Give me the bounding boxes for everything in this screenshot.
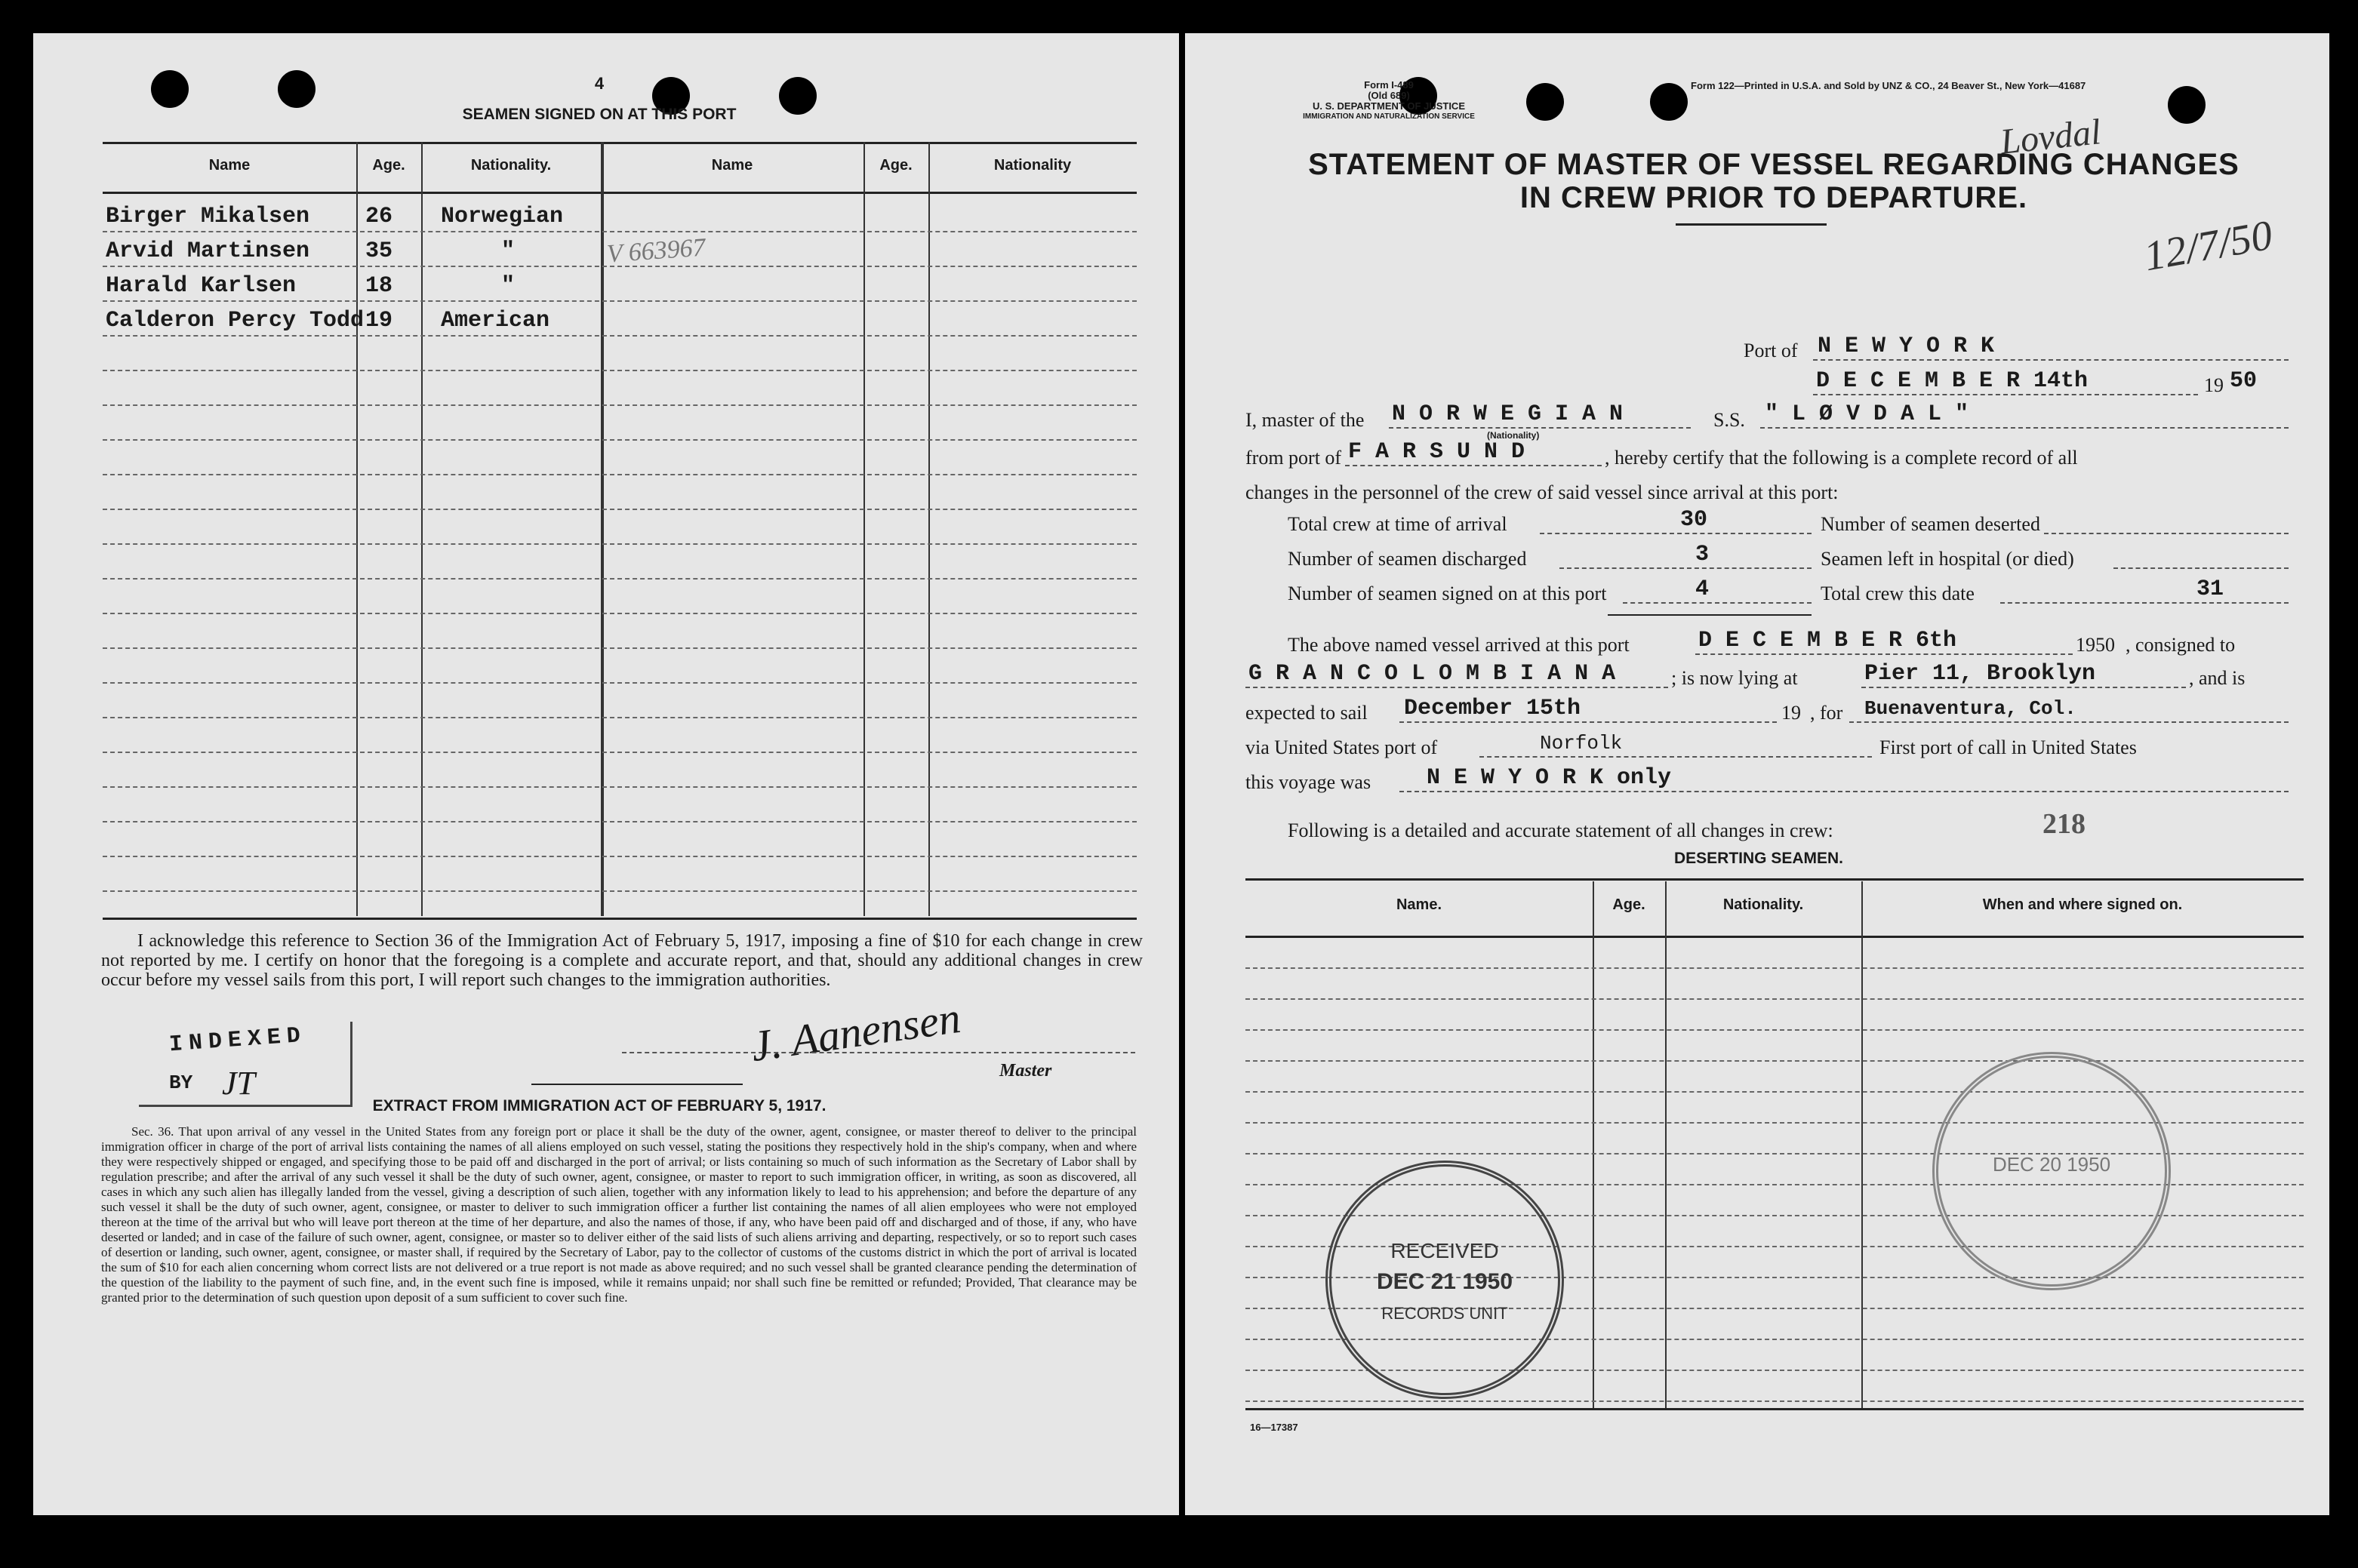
- hospital-fill: [2113, 567, 2289, 569]
- row-rule: [103, 509, 1137, 510]
- nationality-fill: [1389, 427, 1691, 429]
- signature-line: [622, 1052, 1135, 1053]
- following-text: Following is a detailed and accurate statement of all changes in crew:: [1288, 819, 1833, 841]
- consigned-label: , consigned to: [2126, 634, 2236, 656]
- form-header: [1230, 80, 1547, 122]
- row-3-age: 18: [365, 273, 393, 299]
- via-label: via United States port of: [1245, 736, 1438, 758]
- row-rule: [103, 404, 1137, 406]
- arrived-fill: [1695, 653, 2073, 655]
- desert-col-divider: [1593, 881, 1594, 1408]
- indexed-initials: JT: [222, 1065, 255, 1102]
- first-port-label: First port of call in United States: [1879, 736, 2137, 758]
- signed-on-value: 4: [1695, 576, 1710, 602]
- lying-value: Pier 11, Brooklyn: [1864, 661, 2096, 687]
- arrived-value: D E C E M B E R 6th: [1698, 628, 1957, 653]
- footer-code: 16—17387: [1250, 1422, 1298, 1433]
- row-4-name: Calderon Percy Todd: [106, 308, 365, 334]
- total-date-value: 31: [2196, 576, 2224, 602]
- row-rule: [103, 335, 1137, 337]
- col-header-age-2: Age.: [879, 157, 913, 174]
- section-title: SEAMEN SIGNED ON AT THIS PORT: [462, 106, 737, 123]
- column-divider: [421, 142, 423, 916]
- row-rule: [103, 821, 1137, 822]
- discharged-value: 3: [1695, 542, 1710, 567]
- total-date-label: Total crew this date: [1821, 583, 1975, 604]
- desert-col-when-where: When and where signed on.: [1982, 896, 2183, 913]
- column-divider: [863, 142, 865, 916]
- desert-col-divider: [1665, 881, 1667, 1408]
- punch-hole: [2168, 86, 2206, 124]
- row-4-age: 19: [365, 308, 393, 334]
- received-stamp: [1325, 1161, 1564, 1399]
- year-blank: 19: [1781, 702, 1801, 724]
- right-page: [1185, 33, 2329, 1515]
- desert-table-bottom: [1245, 1408, 2304, 1410]
- desert-row-rule: [1245, 967, 2304, 969]
- extract-text: Sec. 36. That upon arrival of any vessel in the United States from any foreign port or place it shall be the duty of the owner, agent, consignee, or master thereof to deliver to the principal immigration officer in charge of the port of arrival lists containing the names of all aliens employed on such vessel, stating the positions they respectively hold in the ship's company, when and where they were respectively shipped or engaged, and specifying those to be paid off and discharged in the port of arrival; or lists containing so much of such information as the Secretary of Labor shall by regulation prescribe; and after the arrival of any such vessel it shall be the duty of such owner, agent, consignee, or master to report to such immigration officer, in writing, as soon as discovered, all cases in which any such alien has illegally landed from the vessel, giving a description of such alien, together with any information likely to lead to his apprehension; and before the departure of any such vessel it shall be the duty of such owner, agent, consignee, or master to deliver to such immigration officer a further list containing the names of all alien employees who were not employed thereon at the time of the arrival but who will leave port thereon at the time of her departure, and also the names of those, if any, who have been paid off and discharged and of those, if any, who have deserted or landed; and in case of the failure of such owner, agent, consignee, or master so to deliver either of the said lists of such aliens arriving and departing, respectively, or so to report such cases of desertion or landing, such owner, agent, consignee, or master shall, if required by the Secretary of Labor, pay to the collector of customs of the customs district in which the port of arrival is located the sum of $10 for each alien concerning whom correct lists are not delivered or a true report is not made as above required; and no such vessel shall be granted clearance pending the determination of the question of the liability to the payment of such fine, and, in the event such fine is imposed, while it remains unpaid; nor shall such fine be remitted or refunded; Provided, That clearance may be granted prior to the determination of such question upon deposit of a sum sufficient to cover such fine.: [101, 1124, 1137, 1305]
- row-2-nationality: ": [501, 238, 516, 264]
- indexed-stamp: [139, 1022, 352, 1107]
- extract-title: EXTRACT FROM IMMIGRATION ACT OF FEBRUARY 5, 1917.: [372, 1097, 827, 1115]
- lying-fill: [1861, 687, 2186, 688]
- signed-on-label: Number of seamen signed on at this port: [1288, 583, 1607, 604]
- for-label: , for: [1810, 702, 1843, 724]
- number-218: 218: [2042, 808, 2086, 840]
- year-value: 50: [2230, 368, 2258, 394]
- counts-rule: [1608, 614, 1812, 616]
- arrived-label: The above named vessel arrived at this port: [1288, 634, 1630, 656]
- punch-hole: [278, 70, 316, 108]
- via-value: Norfolk: [1540, 732, 1623, 755]
- desert-col-age: Age.: [1612, 896, 1645, 913]
- changes-text: changes in the personnel of the crew of said vessel since arrival at this port:: [1245, 481, 1839, 503]
- row-rule: [103, 856, 1137, 857]
- total-date-fill: [2000, 602, 2289, 604]
- row-rule: [103, 613, 1137, 614]
- extract-rule: [531, 1084, 743, 1085]
- received-stamp-date: DEC 21 1950: [1376, 1269, 1513, 1294]
- department: U. S. DEPARTMENT OF JUSTICE: [1313, 100, 1465, 112]
- total-arrival-label: Total crew at time of arrival: [1288, 513, 1507, 535]
- voyage-fill: [1399, 791, 2289, 792]
- row-rule: [103, 786, 1137, 788]
- row-rule: [103, 578, 1137, 580]
- from-port-value: F A R S U N D: [1348, 439, 1525, 465]
- punch-hole: [1650, 83, 1688, 121]
- row-rule: [103, 474, 1137, 475]
- service: IMMIGRATION AND NATURALIZATION SERVICE: [1303, 112, 1475, 121]
- row-1-age: 26: [365, 204, 393, 229]
- title-rule: [1676, 223, 1827, 226]
- punch-hole: [151, 70, 189, 108]
- nationality-value: N O R W E G I A N: [1392, 401, 1624, 427]
- row-3-name: Harald Karlsen: [106, 273, 297, 299]
- acknowledgement-text: I acknowledge this reference to Section 36 of the Immigration Act of February 5, 1917, imposing a fine of $10 for each change in crew not reported by me. I certify on honor that the foregoing is a complete and accurate report, and that, should any additional changes in crew occur before my vessel sails from this port, I will report such changes to the immigration authorities.: [101, 931, 1143, 990]
- deserted-fill: [2044, 533, 2289, 534]
- nationality-caption: (Nationality): [1487, 430, 1540, 441]
- column-divider: [356, 142, 358, 916]
- voyage-label: this voyage was: [1245, 771, 1371, 793]
- page-number: 4: [594, 74, 605, 93]
- desert-row-rule: [1245, 1091, 2304, 1093]
- certify-text: , hereby certify that the following is a complete record of all: [1605, 447, 2078, 469]
- col-header-name: Name: [208, 157, 251, 174]
- table-header-rule: [103, 192, 1137, 194]
- col-header-nationality: Nationality.: [470, 157, 552, 174]
- printer-note: Form 122—Printed in U.S.A. and Sold by UNZ & CO., 24 Beaver St., New York—41687: [1691, 80, 2086, 91]
- signed-on-fill: [1623, 602, 1812, 604]
- desert-row-rule: [1245, 1029, 2304, 1031]
- hospital-label: Seamen left in hospital (or died): [1821, 548, 2074, 570]
- deserting-title: DESERTING SEAMEN.: [1673, 850, 1844, 867]
- port-label: Port of: [1744, 340, 1798, 361]
- second-stamp-date: DEC 20 1950: [1992, 1153, 2111, 1176]
- desert-row-rule: [1245, 1400, 2304, 1402]
- second-stamp: [1932, 1052, 2171, 1290]
- from-port-label: from port of: [1245, 447, 1342, 469]
- title-line-1: STATEMENT OF MASTER OF VESSEL REGARDING CHANGES: [1308, 148, 2239, 181]
- column-divider: [601, 142, 604, 916]
- date-value: D E C E M B E R 14th: [1816, 368, 2089, 394]
- via-fill: [1479, 756, 1872, 758]
- row-2-age: 35: [365, 238, 393, 264]
- desert-table-header-rule: [1245, 936, 2304, 938]
- row-rule: [103, 543, 1137, 545]
- row-3-nationality: ": [501, 273, 516, 299]
- left-page: [33, 33, 1179, 1515]
- discharged-fill: [1559, 567, 1812, 569]
- expected-label: expected to sail: [1245, 702, 1368, 724]
- row-rule: [103, 752, 1137, 753]
- date-fill: [1813, 394, 2198, 395]
- handwritten-note: V 663967: [605, 233, 706, 269]
- column-divider: [928, 142, 930, 916]
- row-4-nationality: American: [441, 308, 550, 334]
- master-label: Master: [999, 1061, 1052, 1081]
- row-rule: [103, 231, 1137, 232]
- year-prefix: 19: [2204, 374, 2224, 396]
- title-line-2: IN CREW PRIOR TO DEPARTURE.: [1519, 181, 2028, 214]
- and-is: , and is: [2189, 667, 2246, 689]
- row-rule: [103, 370, 1137, 371]
- desert-col-divider: [1861, 881, 1863, 1408]
- table-top-rule: [103, 142, 1137, 144]
- deserted-label: Number of seamen deserted: [1821, 513, 2040, 535]
- ss-label: S.S.: [1713, 409, 1745, 431]
- port-fill: [1813, 359, 2289, 361]
- for-fill: [1849, 721, 2289, 723]
- consignee-fill: [1245, 687, 1668, 688]
- indexed-by-text: BY: [169, 1071, 193, 1094]
- row-1-name: Birger Mikalsen: [106, 204, 310, 229]
- old-form: (Old 689): [1368, 90, 1410, 101]
- expected-value: December 15th: [1404, 696, 1581, 721]
- desert-col-name: Name.: [1396, 896, 1442, 913]
- form-number: Form I-489: [1364, 79, 1414, 91]
- total-arrival-fill: [1540, 533, 1812, 534]
- port-value: N E W Y O R K: [1818, 334, 1995, 359]
- row-rule: [103, 682, 1137, 684]
- row-rule: [103, 439, 1137, 441]
- expected-fill: [1399, 721, 1777, 723]
- table-bottom-rule: [103, 918, 1137, 920]
- ship-value: " L Ø V D A L ": [1765, 401, 1969, 427]
- col-header-name-2: Name: [711, 157, 753, 174]
- indexed-stamp-text: INDEXED: [168, 1022, 307, 1059]
- master-of-label: I, master of the: [1245, 409, 1365, 431]
- row-rule: [103, 647, 1137, 649]
- consignee-value: G R A N C O L O M B I A N A: [1248, 661, 1616, 687]
- from-port-fill: [1345, 465, 1602, 466]
- row-1-nationality: Norwegian: [441, 204, 564, 229]
- received-stamp-top: RECEIVED: [1390, 1239, 1499, 1262]
- col-header-age: Age.: [372, 157, 405, 174]
- col-header-nationality-2: Nationality: [993, 157, 1072, 174]
- discharged-label: Number of seamen discharged: [1288, 548, 1527, 570]
- handwritten-vessel: Lovdal: [1998, 112, 2103, 162]
- ship-fill: [1760, 427, 2289, 429]
- consigned-year: 1950: [2076, 634, 2115, 656]
- total-arrival-value: 30: [1680, 507, 1708, 533]
- row-rule: [103, 300, 1137, 302]
- for-value: Buenaventura, Col.: [1864, 697, 2076, 720]
- desert-row-rule: [1245, 998, 2304, 1000]
- voyage-value: N E W Y O R K only: [1427, 765, 1672, 791]
- desert-col-nationality: Nationality.: [1722, 896, 1804, 913]
- row-2-name: Arvid Martinsen: [106, 238, 310, 264]
- handwritten-date: 12/7/50: [2140, 211, 2276, 281]
- desert-table-top: [1245, 878, 2304, 881]
- desert-row-rule: [1245, 1060, 2304, 1062]
- lying-label: ; is now lying at: [1671, 667, 1798, 689]
- received-stamp-bottom: RECORDS UNIT: [1381, 1304, 1508, 1323]
- row-rule: [103, 890, 1137, 892]
- master-signature: J. Aanensen: [747, 992, 964, 1071]
- row-rule: [103, 717, 1137, 718]
